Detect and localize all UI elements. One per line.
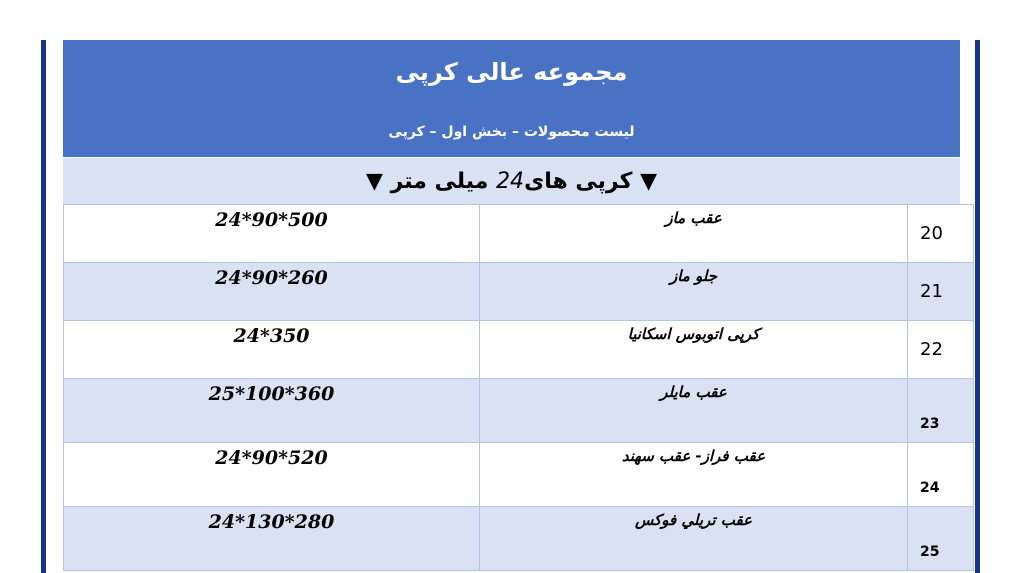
triangle-down-icon: ▼ <box>640 169 657 194</box>
section-thickness: 24 <box>496 169 525 194</box>
left-border-bar <box>41 40 46 573</box>
product-name-cell: جلو ماز <box>480 263 908 321</box>
table-row <box>64 321 974 379</box>
dimensions-cell: 24*90*260 <box>64 263 480 321</box>
row-number-cell: 20 <box>908 205 974 263</box>
dimensions-cell: 24*90*500 <box>64 205 480 263</box>
row-number-cell: 23 <box>908 379 974 443</box>
section-label-prefix: کرپی های <box>524 169 633 194</box>
dimensions-cell: 24*90*520 <box>64 443 480 507</box>
section-label-suffix: میلی متر <box>390 169 489 194</box>
dimensions-cell: 25*100*360 <box>64 379 480 443</box>
slide-header <box>63 40 960 157</box>
row-number-cell: 25 <box>908 507 974 571</box>
dimensions-cell: 24*350 <box>64 321 480 379</box>
section-heading <box>63 157 960 206</box>
table-row <box>64 205 974 263</box>
page-subtitle: لیست محصولات – بخش اول – کرپی <box>388 124 635 140</box>
table-row <box>64 379 974 443</box>
triangle-down-icon: ▼ <box>366 169 383 194</box>
row-number-cell: 21 <box>908 263 974 321</box>
table-row <box>64 443 974 507</box>
row-number-cell: 24 <box>908 443 974 507</box>
page-title: مجموعه عالی کرپی <box>395 58 628 86</box>
product-table <box>63 204 974 571</box>
right-border-bar <box>975 40 980 573</box>
product-name-cell: عقب تریلي فوکس <box>480 507 908 571</box>
product-name-cell: عقب ماز <box>480 205 908 263</box>
product-name-cell: عقب مایلر <box>480 379 908 443</box>
table-row <box>64 263 974 321</box>
dimensions-cell: 24*130*280 <box>64 507 480 571</box>
product-name-cell: عقب فراز- عقب سهند <box>480 443 908 507</box>
row-number-cell: 22 <box>908 321 974 379</box>
table-row <box>64 507 974 571</box>
product-name-cell: کرپی اتوبوس اسکانیا <box>480 321 908 379</box>
